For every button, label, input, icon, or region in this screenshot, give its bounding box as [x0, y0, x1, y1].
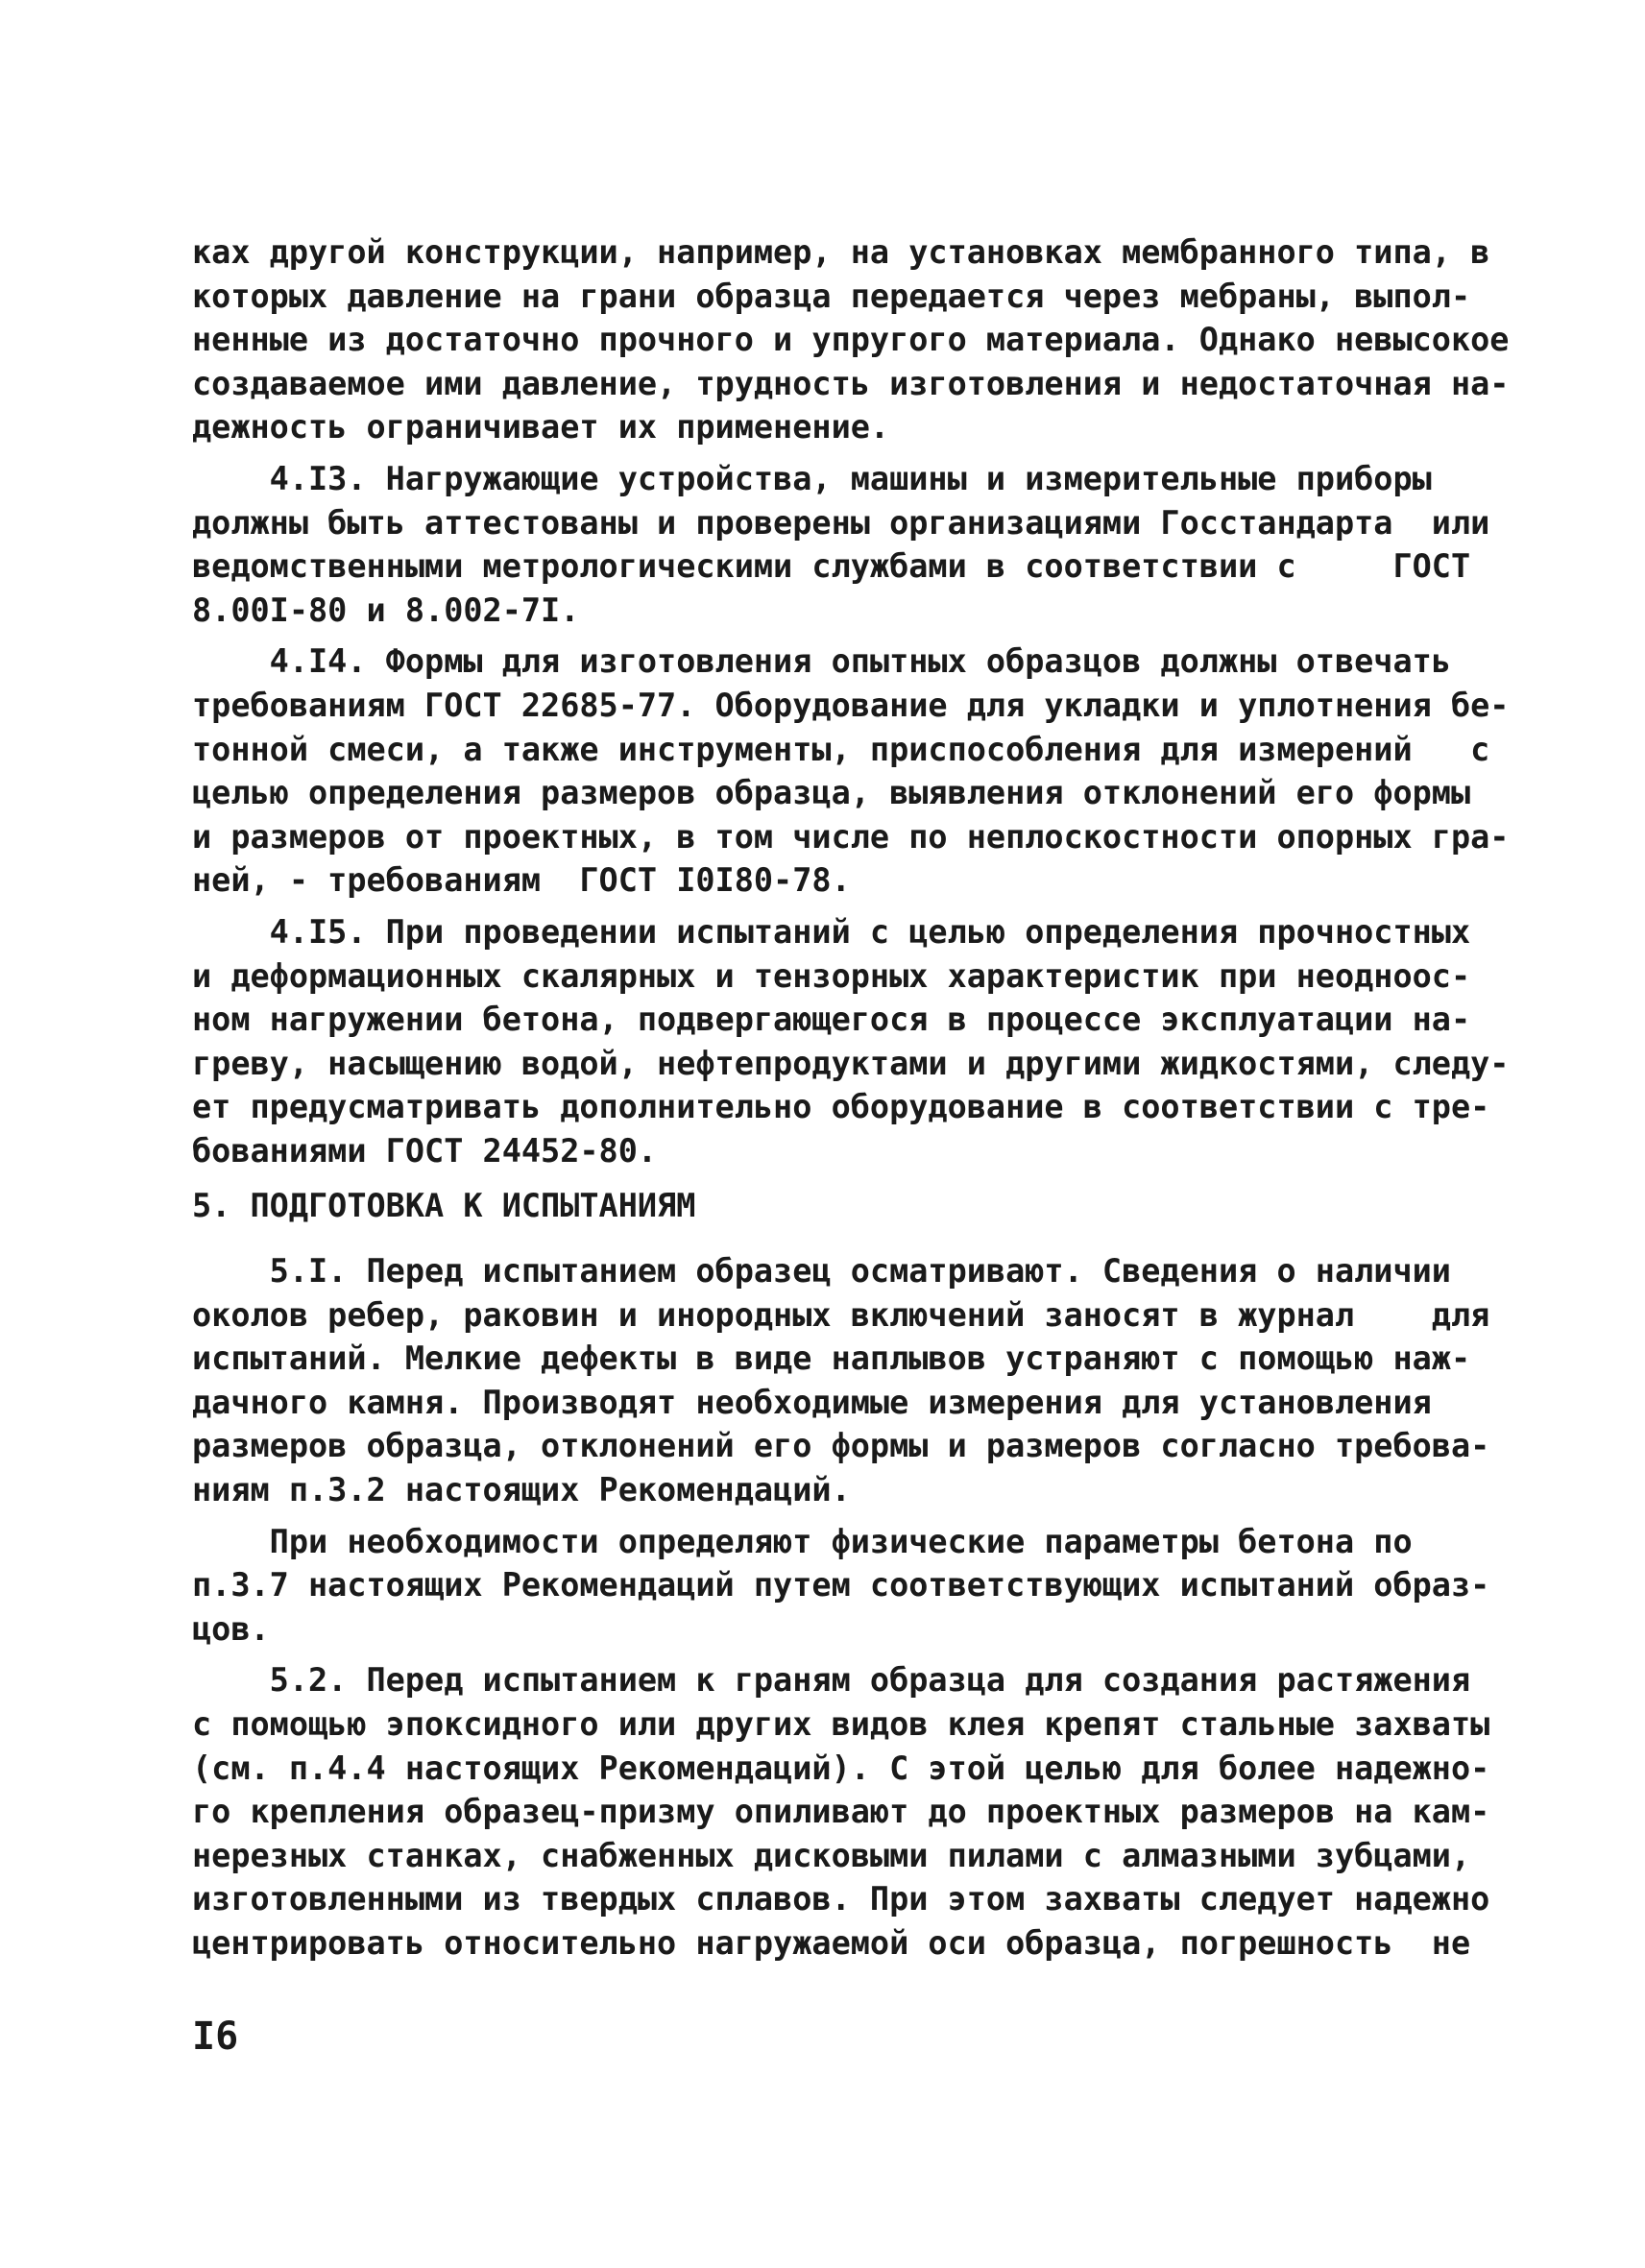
- text-line: ней, - требованиям ГОСТ I0I80-78.: [192, 861, 851, 900]
- paragraph-5-1: [192, 1249, 1490, 1512]
- text-line: ненные из достаточно прочного и упругого материала. Однако невысокое: [192, 321, 1510, 359]
- text-line: 5.I. Перед испытанием образец осматривают. Сведения о наличии: [192, 1252, 1451, 1291]
- text-line: п.3.7 настоящих Рекомендаций путем соответствующих испытаний образ-: [192, 1566, 1490, 1604]
- text-line: 4.I4. Формы для изготовления опытных образцов должны отвечать: [192, 642, 1451, 681]
- text-line: ном нагружении бетона, подвергающегося в процессе эксплуатации на-: [192, 1001, 1471, 1039]
- text-line: ках другой конструкции, например, на установках мембранного типа, в: [192, 233, 1490, 271]
- text-line: испытаний. Мелкие дефекты в виде наплывов устраняют с помощью наж-: [192, 1339, 1471, 1378]
- text-line: бованиями ГОСТ 24452-80.: [192, 1131, 658, 1170]
- text-line: тонной смеси, а также инструменты, приспособления для измерений с: [192, 730, 1490, 768]
- text-line: ет предусматривать дополнительно оборудование в соответствии с тре-: [192, 1088, 1490, 1126]
- text-line: дачного камня. Производят необходимые измерения для установления: [192, 1383, 1432, 1421]
- paragraph-continuation: [192, 230, 1510, 449]
- text-line: целью определения размеров образца, выявления отклонений его формы: [192, 774, 1471, 812]
- text-line: околов ребер, раковин и инородных включений заносят в журнал для: [192, 1295, 1490, 1334]
- paragraph-4-13: [192, 457, 1490, 632]
- section-heading-text: 5. ПОДГОТОВКА К ИСПЫТАНИЯМ: [192, 1187, 696, 1225]
- text-line: должны быть аттестованы и проверены организациями Госстандарта или: [192, 503, 1490, 542]
- text-line: изготовленными из твердых сплавов. При этом захваты следует надежно: [192, 1880, 1490, 1918]
- text-line: ведомственными метрологическими службами в соответствии с ГОСТ: [192, 547, 1471, 586]
- text-line: центрировать относительно нагружаемой оси образца, погрешность не: [192, 1923, 1471, 1962]
- paragraph-5-2: [192, 1658, 1490, 1965]
- text-line: цов.: [192, 1609, 270, 1648]
- text-line: При необходимости определяют физические параметры бетона по: [192, 1522, 1413, 1560]
- text-line: и деформационных скалярных и тензорных характеристик при неодноос-: [192, 956, 1471, 995]
- text-line: создаваемое ими давление, трудность изготовления и недостаточная на-: [192, 364, 1510, 402]
- paragraph-4-14: [192, 639, 1510, 903]
- text-line: дежность ограничивает их применение.: [192, 408, 890, 446]
- text-line: 5.2. Перед испытанием к граням образца для создания растяжения: [192, 1661, 1471, 1700]
- text-line: го крепления образец-призму опиливают до проектных размеров на кам-: [192, 1793, 1490, 1831]
- page-body: [192, 230, 1510, 1973]
- text-line: 4.I3. Нагружающие устройства, машины и измерительные приборы: [192, 459, 1432, 497]
- text-line: и размеров от проектных, в том числе по неплоскостности опорных гра-: [192, 817, 1510, 856]
- text-line: с помощью эпоксидного или других видов клея крепят стальные захваты: [192, 1705, 1490, 1743]
- section-heading: [192, 1184, 1469, 1228]
- paragraph-4-15: [192, 910, 1510, 1173]
- text-line: ниям п.3.2 настоящих Рекомендаций.: [192, 1471, 851, 1509]
- text-line: требованиям ГОСТ 22685-77. Оборудование для укладки и уплотнения бе-: [192, 686, 1510, 724]
- text-line: размеров образца, отклонений его формы и размеров согласно требова-: [192, 1427, 1490, 1465]
- text-line: (см. п.4.4 настоящих Рекомендаций). С этой целью для более надежно-: [192, 1749, 1490, 1787]
- text-line: греву, насыщению водой, нефтепродуктами и другими жидкостями, следу-: [192, 1044, 1510, 1082]
- text-line: 4.I5. При проведении испытаний с целью определения прочностных: [192, 912, 1471, 951]
- text-line: нерезных станках, снабженных дисковыми пилами с алмазными зубцами,: [192, 1836, 1471, 1874]
- text-line: 8.00I-80 и 8.002-7I.: [192, 591, 580, 629]
- text-line: которых давление на грани образца передается через мебраны, выпол-: [192, 277, 1471, 315]
- paragraph-physical-params: [192, 1520, 1490, 1652]
- page-number: I6: [192, 2015, 239, 2059]
